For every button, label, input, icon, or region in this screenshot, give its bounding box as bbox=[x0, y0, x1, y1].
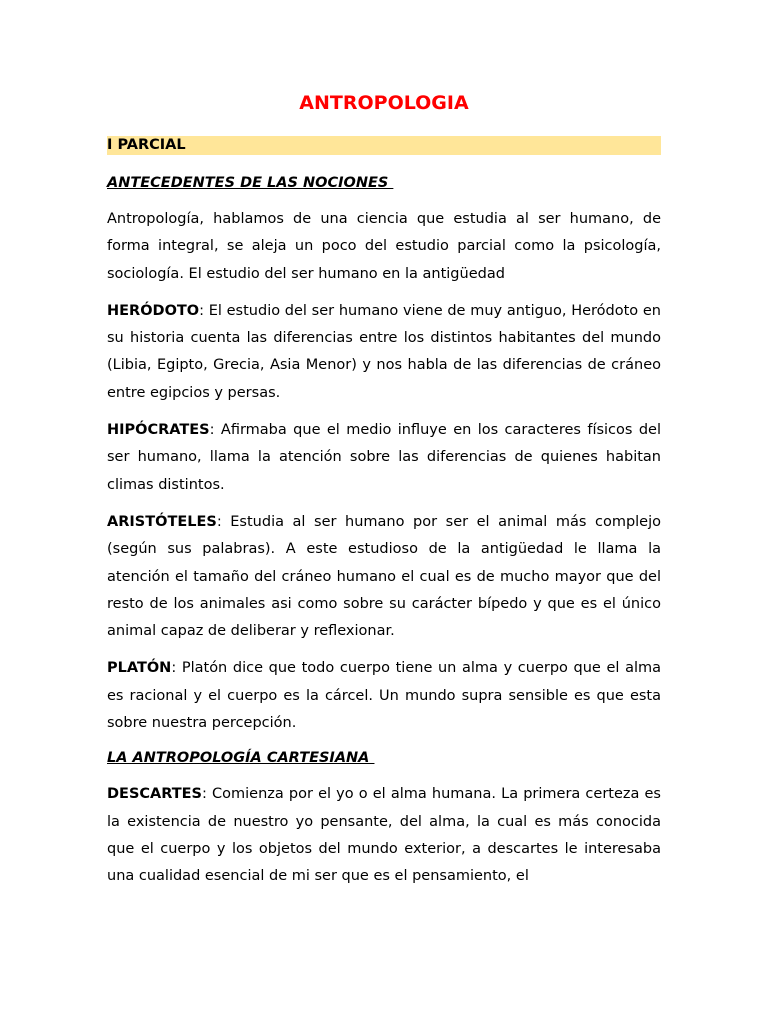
paragraph-aristoteles bbox=[107, 509, 661, 645]
author-name: HIPÓCRATES bbox=[107, 422, 210, 439]
author-name: DESCARTES bbox=[107, 786, 203, 803]
author-text: : Afirmaba que el medio influye en los caracteres físicos del ser humano, llama la atención sobre las diferencias de quienes habitan climas distintos. bbox=[107, 422, 661, 493]
paragraph-hipocrates bbox=[107, 417, 661, 499]
document-title: ANTROPOLOGIA bbox=[299, 92, 469, 114]
author-name: HERÓDOTO bbox=[107, 302, 200, 319]
author-text: : El estudio del ser humano viene de muy antiguo, Heródoto en su historia cuenta las diferencias entre los distintos habitantes del mundo (Libia, Egipto, Grecia, Asia Menor) y nos habla de las diferencias de cráneo entre egipcios y persas. bbox=[107, 302, 661, 401]
document-page bbox=[107, 88, 661, 901]
author-text: : Comienza por el yo o el alma humana. La primera certeza es la existencia de nuestro yo pensante, del alma, la cual es más conocida que el cuerpo y los objetos del mundo exterior, a descartes le interesaba una cualidad esencial de mi ser que es el pensamiento, el bbox=[107, 786, 661, 885]
intro-paragraph: Antropología, hablamos de una ciencia que estudia al ser humano, de forma integral, se aleja un poco del estudio parcial como la psicología, sociología. El estudio del ser humano en la antigüedad bbox=[107, 211, 661, 282]
author-name: ARISTÓTELES bbox=[107, 513, 217, 530]
paragraph-herodoto bbox=[107, 298, 661, 407]
heading-cartesiana: LA ANTROPOLOGÍA CARTESIANA bbox=[107, 750, 375, 767]
author-text: : Estudia al ser humano por ser el animal más complejo (según sus palabras). A este estudioso de la antigüedad le llama la atención el tamaño del cráneo humano el cual es de mucho mayor que del resto de los animales asi como sobre su carácter bípedo y que es el único animal capaz de deliberar y reflexionar. bbox=[107, 513, 661, 640]
paragraph-platon bbox=[107, 655, 661, 737]
paragraph-descartes bbox=[107, 781, 661, 890]
section-label: I PARCIAL bbox=[107, 136, 661, 155]
heading-antecedentes: ANTECEDENTES DE LAS NOCIONES bbox=[107, 175, 394, 191]
author-name: PLATÓN bbox=[107, 660, 172, 677]
author-text: : Platón dice que todo cuerpo tiene un alma y cuerpo que el alma es racional y el cuerpo es la cárcel. Un mundo supra sensible es que esta sobre nuestra percepción. bbox=[107, 660, 661, 732]
